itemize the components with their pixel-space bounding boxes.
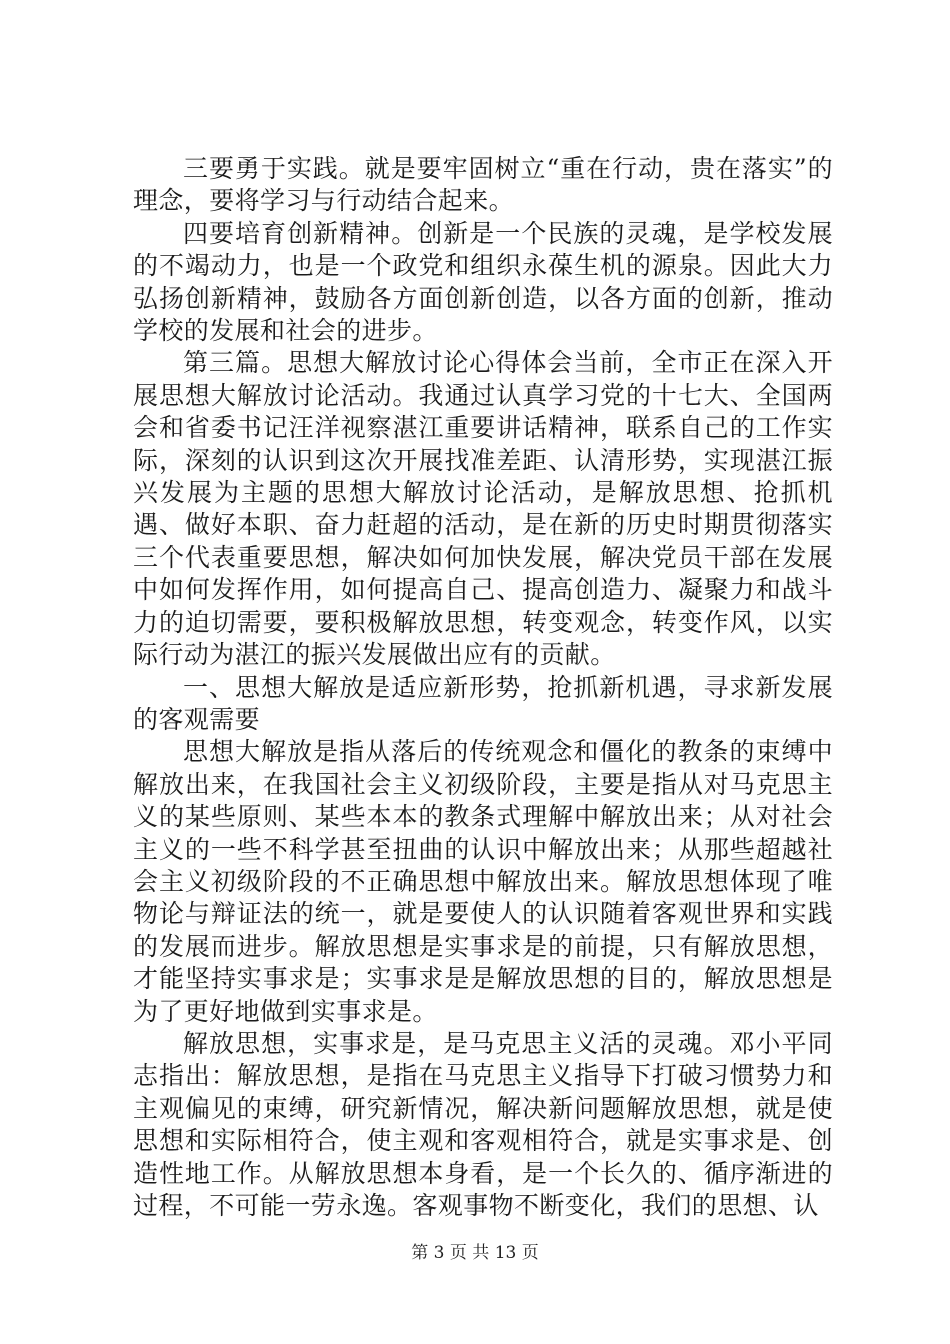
section-heading-one: 一、思想大解放是适应新形势，抢抓新机遇，寻求新发展的客观需要 (133, 672, 833, 734)
paragraph-liberation-definition: 思想大解放是指从落后的传统观念和僵化的教条的束缚中解放出来，在我国社会主义初级阶段，主要是指从对马克思主义的某些原则、某些本本的教条式理解中解放出来；从对社会主义的一些不科学甚至扭曲的认识中解放出来；从那些超越社会主义初级阶段的不正确思想中解放出来。解放思想体现了唯物论与辩证法的统一，就是要使人的认识随着客观世界和实践的发展而进步。解放思想是实事求是的前提，只有解放思想，才能坚持实事求是；实事求是是解放思想的目的，解放思想是为了更好地做到实事求是。 (133, 737, 833, 1026)
paragraph-innovation: 四要培育创新精神。创新是一个民族的灵魂，是学校发展的不竭动力，也是一个政党和组织永葆生机的源泉。因此大力弘扬创新精神，鼓励各方面创新创造，以各方面的创新，推动学校的发展和社会的进步。 (133, 218, 833, 346)
paragraph-marxism-soul: 解放思想，实事求是，是马克思主义活的灵魂。邓小平同志指出：解放思想，是指在马克思主义指导下打破习惯势力和主观偏见的束缚，研究新情况，解决新问题解放思想，就是使思想和实际相符合，使主观和客观相符合，就是实事求是、创造性地工作。从解放思想本身看，是一个长久的、循序渐进的过程，不可能一劳永逸。客观事物不断变化，我们的思想、认 (133, 1028, 833, 1220)
page-number-footer: 第 3 页 共 13 页 (411, 1243, 539, 1263)
document-body (133, 153, 833, 1222)
paragraph-third-article: 第三篇。思想大解放讨论心得体会当前，全市正在深入开展思想大解放讨论活动。我通过认真学习党的十七大、全国两会和省委书记汪洋视察湛江重要讲话精神，联系自己的工作实际，深刻的认识到这次开展找准差距、认清形势，实现湛江振兴发展为主题的思想大解放讨论活动，是解放思想、抢抓机遇、做好本职、奋力赶超的活动，是在新的历史时期贯彻落实三个代表重要思想，解决如何加快发展，解决党员干部在发展中如何发挥作用，如何提高自己、提高创造力、凝聚力和战斗力的迫切需要，要积极解放思想，转变观念，转变作风，以实际行动为湛江的振兴发展做出应有的贡献。 (133, 348, 833, 670)
paragraph-practice: 三要勇于实践。就是要牢固树立“重在行动，贵在落实”的理念，要将学习与行动结合起来。 (133, 154, 833, 216)
